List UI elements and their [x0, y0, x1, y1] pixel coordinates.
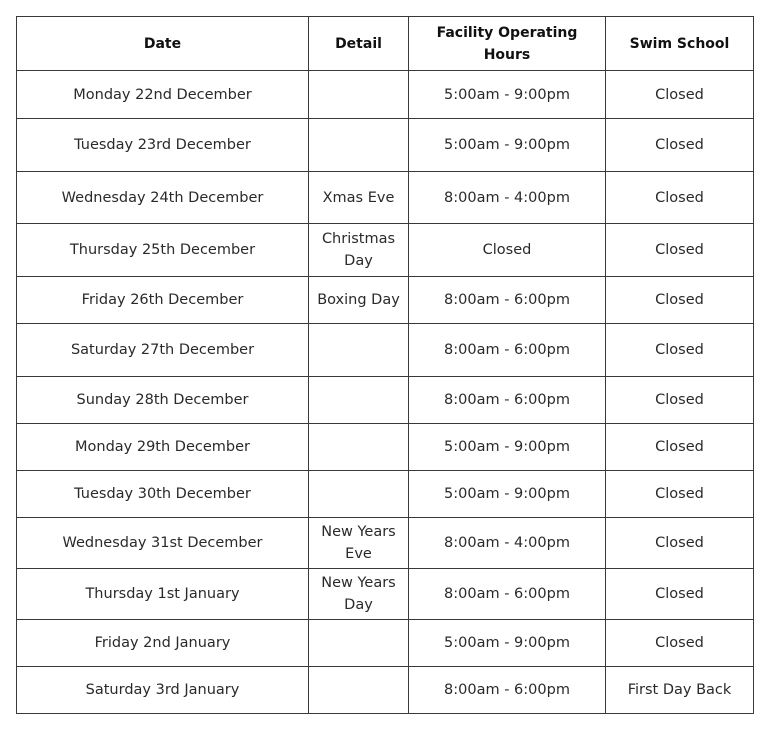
cell-detail: New Years Day [309, 569, 409, 620]
cell-detail [309, 620, 409, 667]
cell-detail [309, 71, 409, 119]
cell-swim-school: Closed [606, 424, 754, 471]
table-row [17, 224, 754, 277]
cell-date: Friday 26th December [17, 277, 309, 324]
cell-detail: Christmas Day [309, 224, 409, 277]
table-row [17, 471, 754, 518]
cell-date: Saturday 27th December [17, 324, 309, 377]
table-row [17, 667, 754, 714]
cell-facility-hours: 8:00am - 6:00pm [409, 324, 606, 377]
cell-facility-hours: 8:00am - 4:00pm [409, 518, 606, 569]
cell-swim-school: Closed [606, 471, 754, 518]
cell-swim-school: First Day Back [606, 667, 754, 714]
header-detail: Detail [309, 17, 409, 71]
table-row [17, 277, 754, 324]
cell-swim-school: Closed [606, 377, 754, 424]
cell-detail [309, 377, 409, 424]
cell-swim-school: Closed [606, 172, 754, 224]
cell-date: Saturday 3rd January [17, 667, 309, 714]
table-row [17, 518, 754, 569]
table-body [17, 71, 754, 714]
cell-swim-school: Closed [606, 119, 754, 172]
cell-swim-school: Closed [606, 277, 754, 324]
cell-detail: New Years Eve [309, 518, 409, 569]
cell-date: Tuesday 30th December [17, 471, 309, 518]
cell-date: Monday 29th December [17, 424, 309, 471]
header-row [17, 17, 754, 71]
cell-detail: Boxing Day [309, 277, 409, 324]
cell-swim-school: Closed [606, 620, 754, 667]
cell-swim-school: Closed [606, 324, 754, 377]
cell-facility-hours: 8:00am - 4:00pm [409, 172, 606, 224]
cell-facility-hours: 5:00am - 9:00pm [409, 424, 606, 471]
table-row [17, 119, 754, 172]
cell-date: Thursday 1st January [17, 569, 309, 620]
cell-swim-school: Closed [606, 71, 754, 119]
header-facility-hours: Facility Operating Hours [409, 17, 606, 71]
cell-date: Wednesday 31st December [17, 518, 309, 569]
table-row [17, 569, 754, 620]
cell-facility-hours: Closed [409, 224, 606, 277]
cell-facility-hours: 5:00am - 9:00pm [409, 471, 606, 518]
cell-date: Monday 22nd December [17, 71, 309, 119]
table-row [17, 377, 754, 424]
table-row [17, 424, 754, 471]
cell-date: Wednesday 24th December [17, 172, 309, 224]
cell-facility-hours: 5:00am - 9:00pm [409, 620, 606, 667]
cell-date: Tuesday 23rd December [17, 119, 309, 172]
cell-facility-hours: 5:00am - 9:00pm [409, 71, 606, 119]
header-swim-school: Swim School [606, 17, 754, 71]
cell-date: Sunday 28th December [17, 377, 309, 424]
cell-detail [309, 424, 409, 471]
cell-detail: Xmas Eve [309, 172, 409, 224]
cell-date: Friday 2nd January [17, 620, 309, 667]
table-row [17, 71, 754, 119]
cell-detail [309, 119, 409, 172]
cell-swim-school: Closed [606, 569, 754, 620]
cell-facility-hours: 8:00am - 6:00pm [409, 569, 606, 620]
cell-facility-hours: 5:00am - 9:00pm [409, 119, 606, 172]
table-row [17, 324, 754, 377]
cell-swim-school: Closed [606, 224, 754, 277]
table-header [17, 17, 754, 71]
table-row [17, 620, 754, 667]
cell-date: Thursday 25th December [17, 224, 309, 277]
cell-facility-hours: 8:00am - 6:00pm [409, 277, 606, 324]
cell-detail [309, 667, 409, 714]
header-date: Date [17, 17, 309, 71]
cell-swim-school: Closed [606, 518, 754, 569]
cell-facility-hours: 8:00am - 6:00pm [409, 667, 606, 714]
cell-detail [309, 471, 409, 518]
holiday-hours-table [16, 16, 754, 714]
cell-detail [309, 324, 409, 377]
cell-facility-hours: 8:00am - 6:00pm [409, 377, 606, 424]
table-row [17, 172, 754, 224]
